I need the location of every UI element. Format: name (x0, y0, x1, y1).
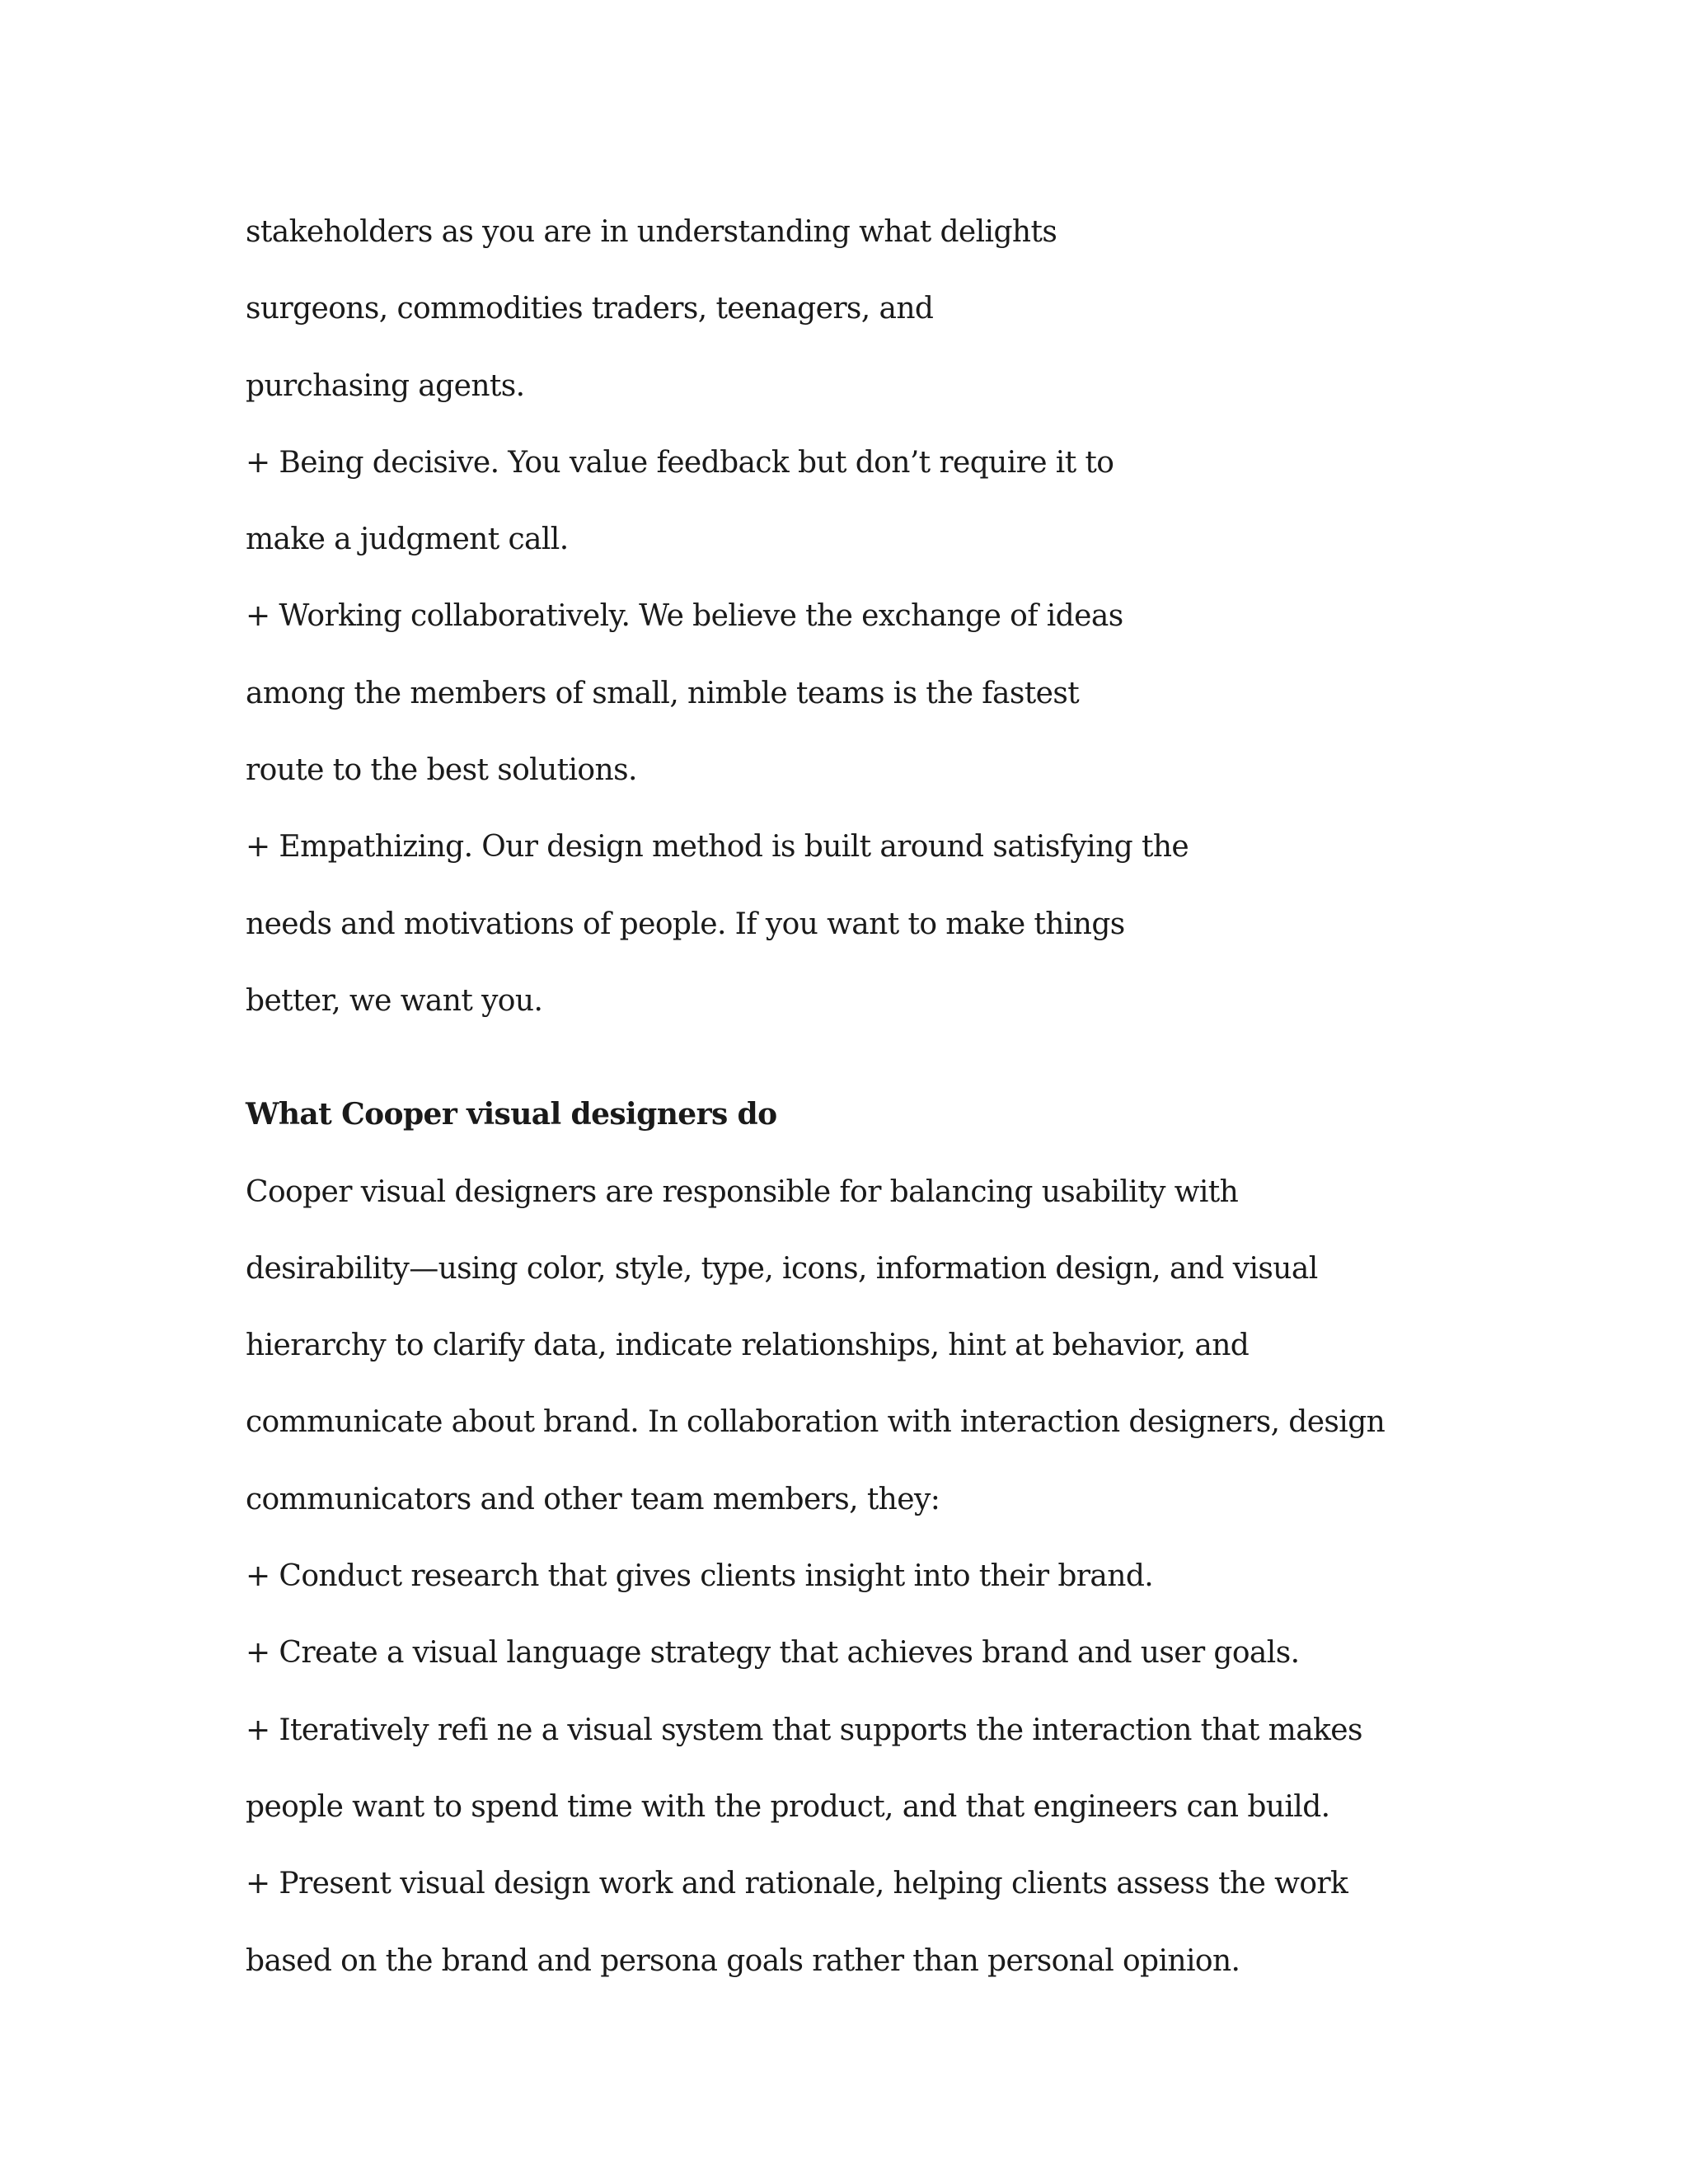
bullet-working-collaboratively: + Working collaboratively. We believe the exchange of ideas (246, 599, 1123, 634)
body-text-line: communicate about brand. In collaboration with interaction designers, design (246, 1405, 1386, 1440)
bullet-present-visual-design: + Present visual design work and rationale, helping clients assess the work (246, 1867, 1348, 1901)
section-heading: What Cooper visual designers do (246, 1097, 777, 1132)
document-body (246, 194, 1597, 1999)
body-text-line: needs and motivations of people. If you want to make things (246, 907, 1125, 941)
body-text-line: hierarchy to clarify data, indicate relationships, hint at behavior, and (246, 1329, 1250, 1363)
body-text-line: among the members of small, nimble teams is the fastest (246, 676, 1080, 710)
body-text-line: stakeholders as you are in understanding what delights (246, 215, 1057, 249)
bullet-empathizing: + Empathizing. Our design method is built around satisfying the (246, 830, 1189, 865)
body-text-line: route to the best solutions. (246, 753, 637, 788)
body-text-line: based on the brand and persona goals rather than personal opinion. (246, 1943, 1240, 1978)
bullet-iteratively-refine: + Iteratively refi ne a visual system that supports the interaction that makes (246, 1713, 1362, 1747)
body-text-line: better, we want you. (246, 983, 543, 1018)
bullet-conduct-research: + Conduct research that gives clients insight into their brand. (246, 1559, 1154, 1594)
body-text-line: desirability—using color, style, type, icons, information design, and visual (246, 1251, 1318, 1286)
body-text-line: communicators and other team members, they: (246, 1482, 940, 1516)
bullet-create-visual-language: + Create a visual language strategy that achieves brand and user goals. (246, 1636, 1300, 1671)
body-text-line: make a judgment call. (246, 523, 569, 557)
body-text-line: people want to spend time with the product, and that engineers can build. (246, 1789, 1330, 1824)
body-text-line: surgeons, commodities traders, teenagers, and (246, 292, 934, 326)
body-text-line: purchasing agents. (246, 368, 525, 403)
body-text-line: Cooper visual designers are responsible for balancing usability with (246, 1174, 1239, 1209)
bullet-being-decisive: + Being decisive. You value feedback but don’t require it to (246, 445, 1114, 480)
